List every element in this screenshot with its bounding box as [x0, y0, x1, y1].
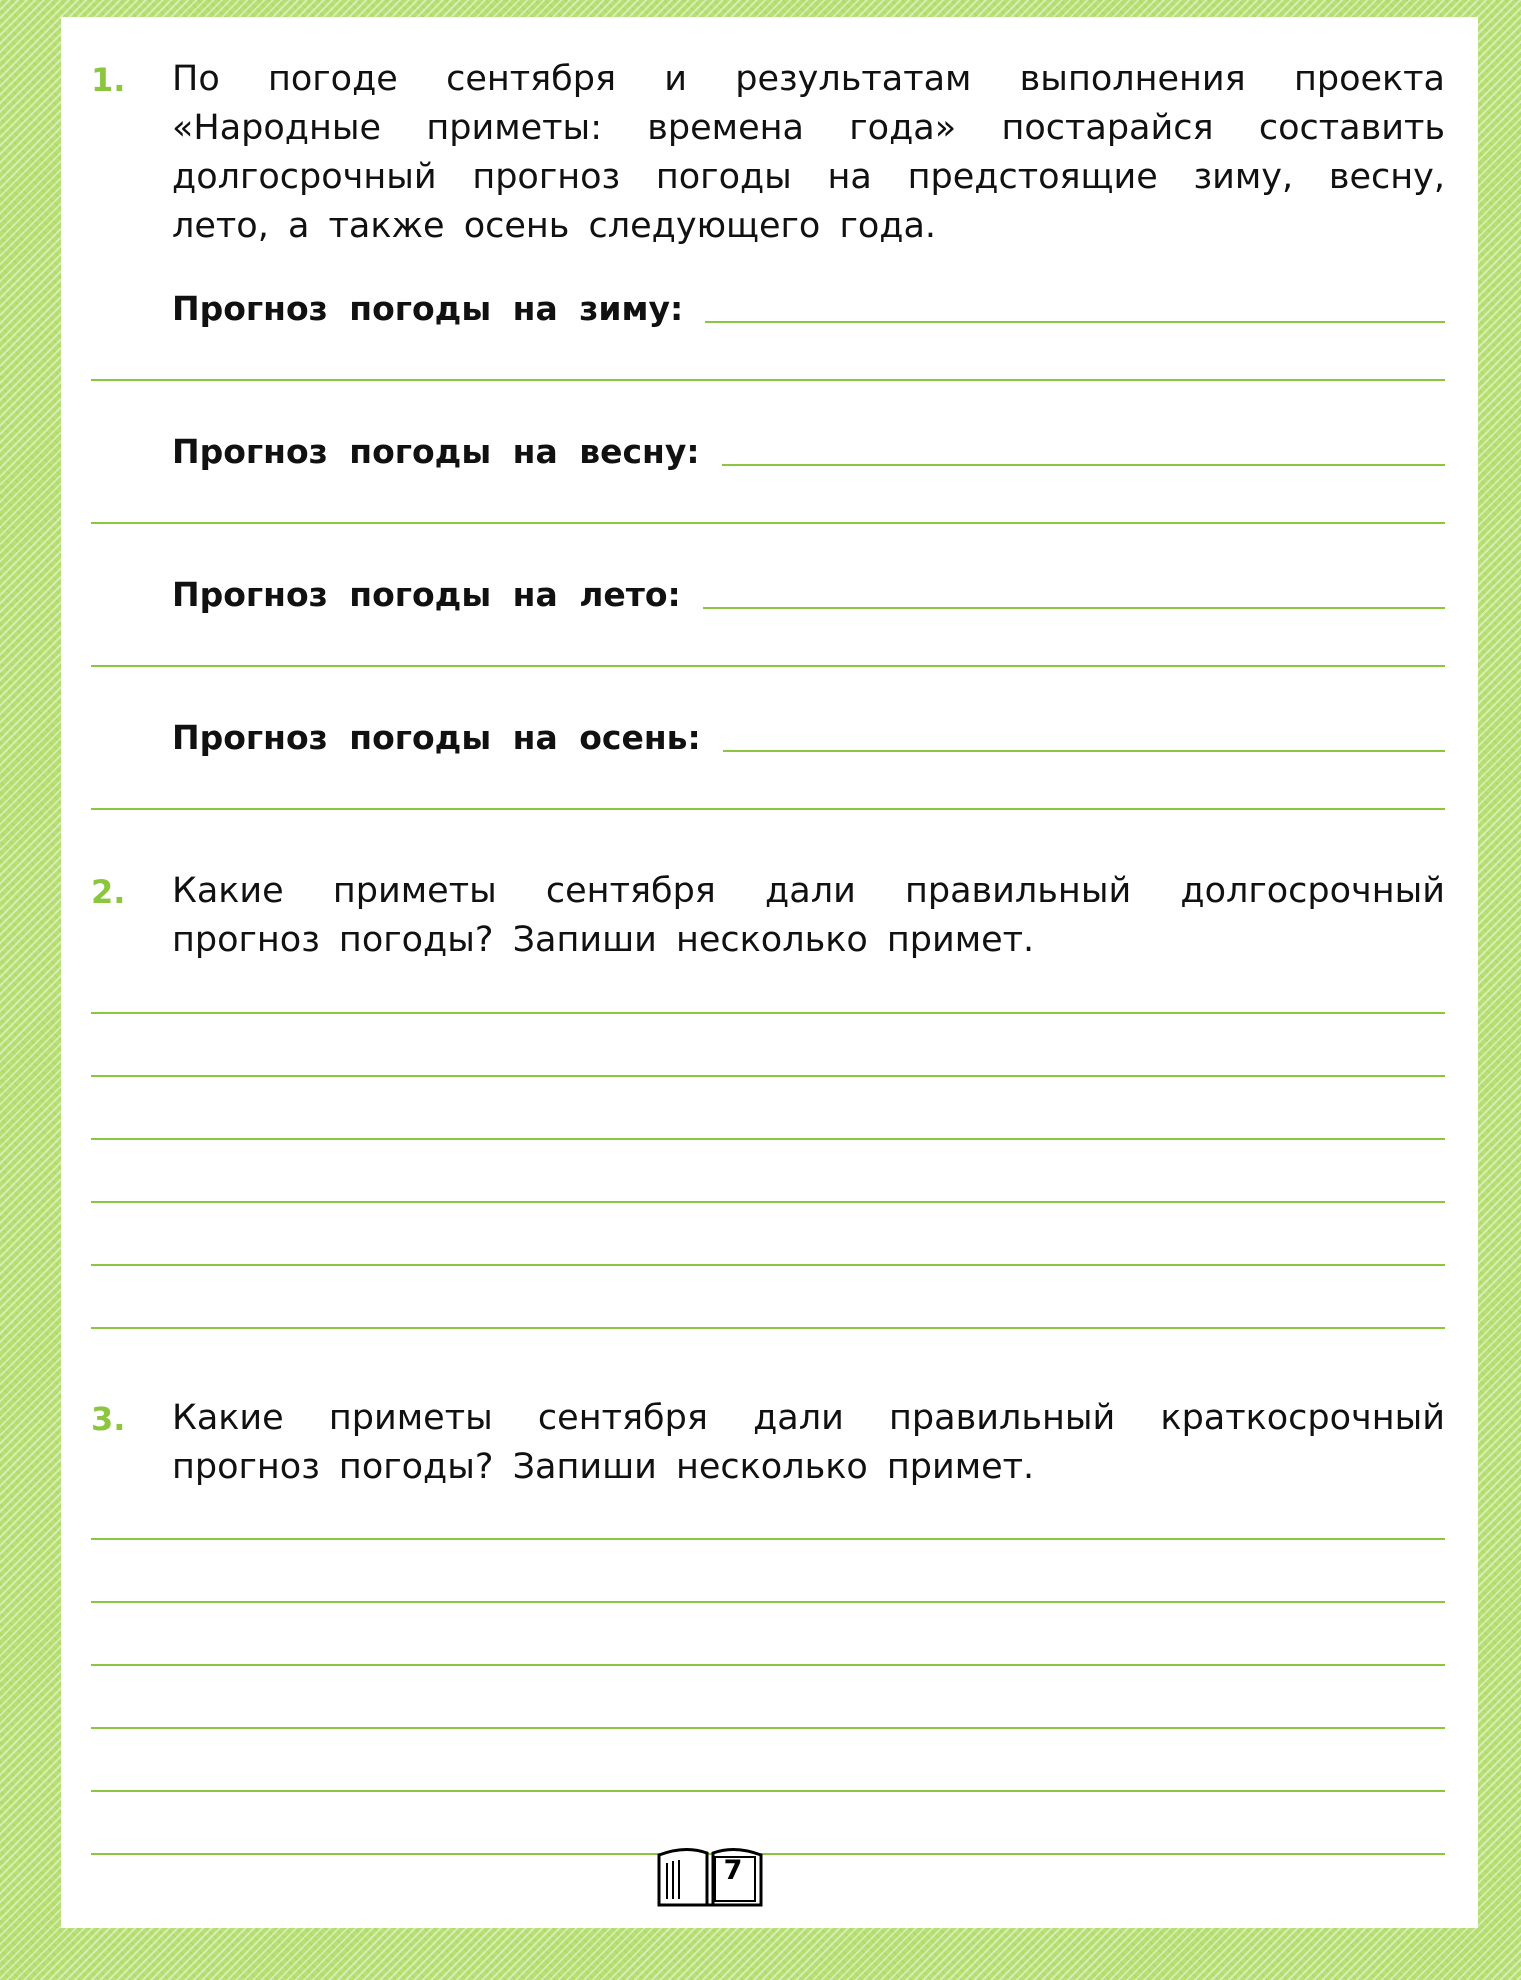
task-3-text: Какие приметы сентября дали правильный краткосрочный прогноз погоды? Запиши несколько примет.: [172, 1398, 1445, 1487]
answer-line[interactable]: [91, 1012, 1445, 1014]
answer-line[interactable]: [91, 1327, 1445, 1329]
answer-line[interactable]: [91, 808, 1445, 810]
forecast-autumn-answer-line[interactable]: [723, 750, 1445, 752]
page-number-badge: [655, 1843, 765, 1911]
forecast-spring[interactable]: [172, 426, 1445, 472]
answer-line[interactable]: [91, 379, 1445, 381]
task-1-text: По погоде сентября и результатам выполнения проекта «Народные приметы: времена года» постарайся составить долгосрочный прогноз погоды на предстоящие зиму, весну, лето, а также осень следующего года.: [172, 59, 1445, 246]
task-2-number: 2.: [91, 873, 126, 911]
answer-line[interactable]: [91, 1601, 1445, 1603]
answer-line[interactable]: [91, 665, 1445, 667]
forecast-autumn[interactable]: [172, 712, 1445, 758]
answer-line[interactable]: [91, 1790, 1445, 1792]
answer-line[interactable]: [91, 1538, 1445, 1540]
forecast-summer-answer-line[interactable]: [703, 607, 1445, 609]
answer-line[interactable]: [91, 1201, 1445, 1203]
task-3-number: 3.: [91, 1400, 126, 1438]
answer-line[interactable]: [91, 1138, 1445, 1140]
answer-line[interactable]: [91, 1264, 1445, 1266]
forecast-winter-label: Прогноз погоды на зиму:: [172, 289, 684, 328]
workbook-page: [61, 17, 1478, 1928]
forecast-winter-answer-line[interactable]: [705, 321, 1445, 323]
answer-line[interactable]: [91, 1853, 1445, 1855]
page-number: 7: [723, 1855, 743, 1886]
forecast-summer[interactable]: [172, 569, 1445, 615]
answer-line[interactable]: [91, 1075, 1445, 1077]
forecast-winter[interactable]: [172, 283, 1445, 329]
answer-line[interactable]: [91, 522, 1445, 524]
task-1-number: 1.: [91, 61, 126, 99]
forecast-spring-label: Прогноз погоды на весну:: [172, 432, 700, 471]
forecast-summer-label: Прогноз погоды на лето:: [172, 575, 681, 614]
task-2-text: Какие приметы сентября дали правильный долгосрочный прогноз погоды? Запиши несколько примет.: [172, 871, 1445, 960]
answer-line[interactable]: [91, 1664, 1445, 1666]
forecast-spring-answer-line[interactable]: [722, 464, 1445, 466]
forecast-autumn-label: Прогноз погоды на осень:: [172, 718, 701, 757]
answer-line[interactable]: [91, 1727, 1445, 1729]
